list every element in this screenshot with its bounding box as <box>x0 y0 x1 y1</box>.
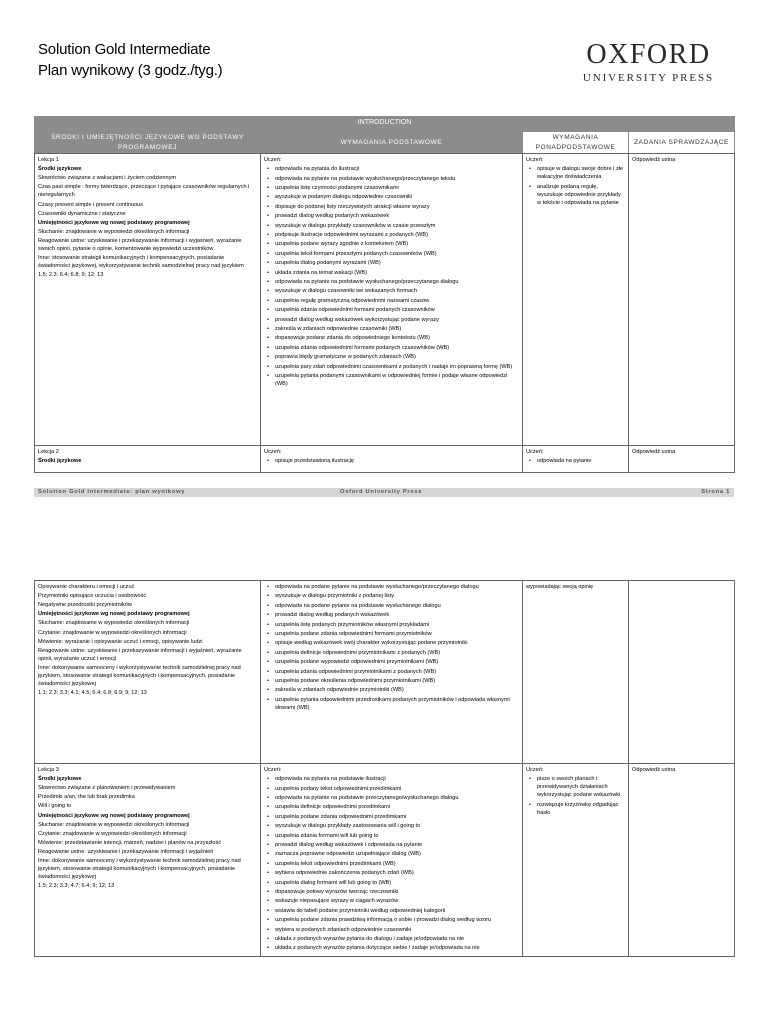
table-row <box>35 581 735 764</box>
curriculum-codes: 1.5; 2.3; 3.3; 4.7; 6.4; 9; 12; 13 <box>38 883 115 890</box>
skills-cell <box>35 153 261 445</box>
cell-text: Inne: dokonywanie samooceny i wykorzystywanie technik samodzielnej pracy nad językiem, stosowanie strategii komunikacyjnych i kompensacyjnych, posiadanie świadomości językowej <box>38 858 241 881</box>
basic-requirements-cell <box>261 153 523 445</box>
list-item: • odpowiada na pytanie <box>526 457 625 465</box>
list-item: • uzupełnia pary zdań odpowiednimi czasownikami z podanych i nadaje im poprawną formę (WB) <box>264 363 519 371</box>
logo-subtitle: UNIVERSITY PRESS <box>582 72 715 84</box>
list-item: • uzupełnia regułę gramatyczną odpowiednimi nazwami czasów <box>264 297 519 305</box>
cell-text: Czytanie: znajdowanie w wypowiedzi określonych informacji <box>38 830 187 837</box>
logo-wordmark: OXFORD <box>586 39 711 70</box>
list-item: • wskazuje niepasujące wyrazy w ciągach wyrazów <box>264 897 519 905</box>
cell-lead: Uczeń: <box>526 156 544 163</box>
cell-text: Słownictwo związane z planowaniem i przewidywaniem <box>38 785 176 792</box>
cell-text: Inne: dokonywanie samooceny i wykorzystywanie technik samodzielnej pracy nad językiem, stosowanie strategii komunikacyjnych i kompensacyjnych, posiadanie świadomości językowej <box>38 664 241 688</box>
list-item: • analizuje podaną regułę, wyszukuje odpowiednie przykłady w tekście i odpowiada na pytanie <box>526 183 625 207</box>
list-item: • odpowiada na pytania do ilustracji <box>264 165 519 173</box>
list-item: • podpisuje ilustracje odpowiednimi wyrazami z podanych (WB) <box>264 231 519 239</box>
requirements-list <box>264 583 519 712</box>
table-row <box>35 445 735 472</box>
list-item: • uzupełnia podane zdania odpowiednimi formami przymiotników <box>264 630 519 638</box>
list-item: • uzupełnia listę czynności podanymi czasownikami <box>264 184 519 192</box>
list-item: • uzupełnia definicje odpowiednimi przedimkami <box>264 803 519 811</box>
skills-cell <box>35 445 261 472</box>
list-item: • pisze o swoich planach i przewidywanych działaniach wykorzystując podane wskazówki <box>526 775 625 799</box>
cell-text: Słownictwo związane z wakacjami i życiem codziennym <box>38 175 177 182</box>
cell-text: Słuchanie: znajdowanie w wypowiedzi określonych informacji <box>38 821 190 828</box>
assessment-cell: Odpowiedź ustna <box>629 153 735 445</box>
list-item: • prowadzi dialog według wskazówek i odpowiada na pytanie <box>264 841 519 849</box>
assessment-cell <box>629 581 735 764</box>
list-item: • zakreśla w zdaniach odpowiednie czasowniki (WB) <box>264 325 519 333</box>
list-item: • uzupełnia podane wyrazy zgodnie z kontekstem (WB) <box>264 240 519 248</box>
cell-text: Słuchanie: znajdowanie w wypowiedzi określonych informacji <box>38 620 190 627</box>
skills-cell <box>35 581 261 764</box>
cell-text: Słuchanie: znajdowanie w wypowiedzi określonych informacji <box>38 228 190 235</box>
column-header: WYMAGANIA PONADPODSTAWOWE <box>523 131 629 154</box>
cell-text: Mówienie: wyrażanie i opisywanie uczuć i emocji, opisywanie ludzi <box>38 638 203 645</box>
basic-requirements-cell <box>261 581 523 764</box>
table-row <box>35 153 735 445</box>
section-heading: Środki językowe <box>38 776 82 783</box>
list-item: • odpowiada na podane pytanie na podstawie wysłuchanego/przeczytanego dialogu <box>264 583 519 591</box>
table-header-row <box>35 131 735 154</box>
list-item: • uzupełnia podane wypowiedzi odpowiednimi przymiotnikami (WB) <box>264 658 519 666</box>
requirements-list <box>526 165 625 207</box>
oxford-logo <box>576 40 721 84</box>
list-item: • odpowiada na pytanie na podstawie wysłuchanego/przeczytanego dialogu <box>264 278 519 286</box>
list-item: • wybiera w podanych zdaniach odpowiednie czasowniki <box>264 926 519 934</box>
list-item: • prowadzi dialog według podanych wskazówek <box>264 611 519 619</box>
list-item: • układa zdania na temat wakacji (WB) <box>264 269 519 277</box>
requirements-list <box>264 457 519 465</box>
list-item: • uzupełnia pytania odpowiednimi przedrostkami podanych przymiotników i odpowiada własnymi słowami (WB) <box>264 696 519 712</box>
cell-lead: Uczeń: <box>264 767 282 773</box>
plan-table-page-1 <box>34 116 735 473</box>
list-item: • uzupełnia dialog formami will lub going to (WB) <box>264 879 519 887</box>
cell-text: Negatywne przedrostki przymiotników <box>38 602 132 609</box>
list-item: • prowadzi dialog według wskazówek wykorzystując podane wyrazy <box>264 316 519 324</box>
list-item: • odpowiada na pytanie na podstawie przeczytanego/wysłuchanego dialogu <box>264 794 519 802</box>
list-item: • wyszukuje w dialogu przykłady czasowników w czasie przeszłym <box>264 222 519 230</box>
curriculum-codes: 1.1; 2.3; 3.3; 4.1; 4.5; 6.4; 6.8; 6.9; 9; 12; 13 <box>38 690 147 697</box>
list-item: • odpowiada na podane pytanie na podstawie wysłuchanego dialogu <box>264 602 519 610</box>
list-item: • dopasowuje połowy wyrazów tworząc rzeczowniki <box>264 888 519 896</box>
section-heading: Środki językowe <box>38 458 82 465</box>
cell-lead: Uczeń: <box>526 448 544 455</box>
list-item: • wyszukuje w dialogu czasowniki we wskazanych formach <box>264 287 519 295</box>
cell-text: Opisywanie charakteru i emocji i uczuć <box>38 584 135 590</box>
list-item: • uzupełnia tekst odpowiednimi przedimkami (WB) <box>264 860 519 868</box>
section-heading: Środki językowe <box>38 166 82 173</box>
list-item: • odpowiada na pytanie na podstawie wysłuchanego/przeczytanego tekstu <box>264 175 519 183</box>
list-item: • uzupełnia zdania odpowiednimi formami podanych czasowników <box>264 306 519 314</box>
list-item: • wyszukuje w dialogu przykłady zastosowania will i going to <box>264 822 519 830</box>
section-heading: Umiejętności językowe wg nowej podstawy programowej <box>38 611 190 618</box>
list-item: • uzupełnia tekst formami przeszłymi podanych czasowników (WB) <box>264 250 519 258</box>
lesson-label: Lekcja 2 <box>38 448 59 455</box>
section-title: INTRODUCTION <box>35 117 735 131</box>
section-heading: Umiejętności językowe wg nowej podstawy programowej <box>38 812 190 819</box>
plan-table-page-2 <box>34 580 735 957</box>
advanced-requirements-cell <box>523 445 629 472</box>
column-header: WYMAGANIA PODSTAWOWE <box>261 131 523 154</box>
list-item: • układa z podanych wyrazów pytania dotyczące siebie i zadaje je/odpowiada na nie <box>264 944 519 952</box>
cell-text: Czytanie: znajdowanie w wypowiedzi określonych informacji <box>38 629 187 636</box>
cell-lead: Uczeń: <box>526 767 544 773</box>
list-item: • uzupełnia definicje odpowiednimi przymiotnikami z podanych (WB) <box>264 649 519 657</box>
list-item: • wyszukuje w podanym dialogu odpowiednie czasowniki <box>264 193 519 201</box>
list-item: • uzupełnia podany tekst odpowiednimi przedimkami <box>264 785 519 793</box>
cell-text: Przymiotniki opisujące uczucia i osobowość <box>38 593 147 600</box>
list-item: • uzupełnia dialog podanymi wyrazami (WB) <box>264 259 519 267</box>
cell-text: Will i going to <box>38 803 72 810</box>
column-header: ZADANIA SPRAWDZAJĄCE <box>629 131 735 154</box>
list-item: • prowadzi dialog według podanych wskazówek <box>264 212 519 220</box>
list-item: • układa z podanych wyrazów pytania do dialogu i zadaje je/odpowiada na nie <box>264 935 519 943</box>
cell-text: Czas past simple : formy twierdzące, przeczące i pytające czasowników regularnych i nieregularnych <box>38 184 250 199</box>
list-item: • wyszukuje w dialogu przymiotniki z podanej listy <box>264 592 519 600</box>
list-item: • dopisuje do podanej listy rzeczywistych atrakcji własne wyrazy <box>264 203 519 211</box>
cell-lead: Uczeń: <box>264 156 282 163</box>
list-item: • poprawia błędy gramatyczne w podanych zdaniach (WB) <box>264 353 519 361</box>
list-item: • zakreśla w zdaniach odpowiednie przymiotniki (WB) <box>264 686 519 694</box>
list-item: • odpowiada na pytania na podstawie ilustracji <box>264 775 519 783</box>
list-item: • dopasowuje podane zdania do odpowiedniego kontekstu (WB) <box>264 334 519 342</box>
list-item: • wybiera odpowiednie zakończenia podanych zdań (WB) <box>264 869 519 877</box>
assessment-cell: Odpowiedź ustna <box>629 764 735 957</box>
list-item: • uzupełnia zdania odpowiednimi przymiotnikami z podanych (WB) <box>264 668 519 676</box>
requirements-list <box>264 165 519 388</box>
skills-cell <box>35 764 261 957</box>
title-line-1: Solution Gold Intermediate <box>38 41 211 58</box>
list-item: • opisuje w dialogu swoje dobre i złe wakacyjne doświadczenia <box>526 165 625 181</box>
table-row <box>35 764 735 957</box>
list-item: • rozwiązuje krzyżówkę odgadując hasło <box>526 801 625 817</box>
cell-text: Czasowniki dynamiczne i statyczne <box>38 210 126 217</box>
lesson-label: Lekcja 1 <box>38 156 59 163</box>
cell-text: Czasy present simple i present continuous <box>38 201 144 208</box>
list-item: • uzupełnia zdania formami will lub going to <box>264 832 519 840</box>
requirements-list <box>526 457 625 465</box>
cell-lead: Uczeń: <box>264 448 282 455</box>
basic-requirements-cell <box>261 445 523 472</box>
advanced-requirements-cell <box>523 153 629 445</box>
list-item: • uzupełnia podane zdania odpowiednimi przedimkami <box>264 813 519 821</box>
list-item: • uzupełnia podane określenia odpowiednimi przymiotnikami (WB) <box>264 677 519 685</box>
cell-text: Przedimki a/an, the lub brak przedimka <box>38 794 135 801</box>
curriculum-codes: 1.5; 2.3; 6.4; 6.8; 9; 12; 13 <box>38 272 104 279</box>
assessment-cell: Odpowiedź ustna <box>629 445 735 472</box>
list-item: • opisuje przedstawioną ilustrację <box>264 457 519 465</box>
section-heading: Umiejętności językowe wg nowej podstawy programowej <box>38 219 190 226</box>
requirements-list <box>264 775 519 952</box>
basic-requirements-cell <box>261 764 523 957</box>
page-footer <box>34 488 734 497</box>
list-item: • opisuje według wskazówek swój charakter wykorzystując podane przymiotniki <box>264 639 519 647</box>
cell-text: Inne: stosowanie strategii komunikacyjnych i kompensacyjnych, posiadanie świadomości językowej, wykorzystywanie technik samodzielnej pracy nad językiem <box>38 255 244 270</box>
advanced-requirements-cell <box>523 764 629 957</box>
footer-title: Solution Gold Intermediate: plan wynikowy <box>38 489 186 495</box>
advanced-requirements-cell: wypowiadając swoją opinię <box>523 581 629 764</box>
list-item: • uzupełnia pytania podanymi czasownikami w odpowiedniej formie i podaje własne odpowiedzi (WB) <box>264 372 519 388</box>
footer-publisher: Oxford University Press <box>340 489 423 495</box>
cell-text: Mówienie: przedstawianie intencji, marzeń, nadziei i planów na przyszłość <box>38 839 222 846</box>
list-item: • uzupełnia listę podanych przymiotników własnymi przykładami <box>264 621 519 629</box>
requirements-list <box>526 775 625 817</box>
list-item: • uzupełnia zdania odpowiednimi formami podanych czasowników (WB) <box>264 344 519 352</box>
list-item: • uzupełnia podane zdania prawdziwą informacją o sobie i prowadzi dialog według wzoru <box>264 916 519 924</box>
title-line-2: Plan wynikowy (3 godz./tyg.) <box>38 62 223 79</box>
column-header: ŚRODKI I UMIEJĘTNOŚCI JĘZYKOWE WG PODSTAWY PROGRAMOWEJ <box>35 131 261 154</box>
lesson-label: Lekcja 3 <box>38 767 59 773</box>
cell-text: Reagowanie ustne: uzyskiwanie i przekazywanie informacji i wyjaśnień, wyrażanie opinii, wyrażanie uczuć i emocji <box>38 647 242 662</box>
page-number: Strona 1 <box>701 489 730 495</box>
cell-text: Reagowanie ustne: uzyskiwanie i przekazywanie informacji i wyjaśnień <box>38 848 214 855</box>
cell-text: Reagowanie ustne: uzyskiwanie i przekazywanie informacji i wyjaśnień, wyrażanie swoich opinii, pytanie o opinie, komentowanie wypowiedzi uczestników <box>38 237 242 253</box>
list-item: • wstawia do tabeli podane przymiotniki według odpowiedniej kategorii <box>264 907 519 915</box>
list-item: • zaznacza poprawne odpowiedzi uzupełniające dialog (WB) <box>264 850 519 858</box>
